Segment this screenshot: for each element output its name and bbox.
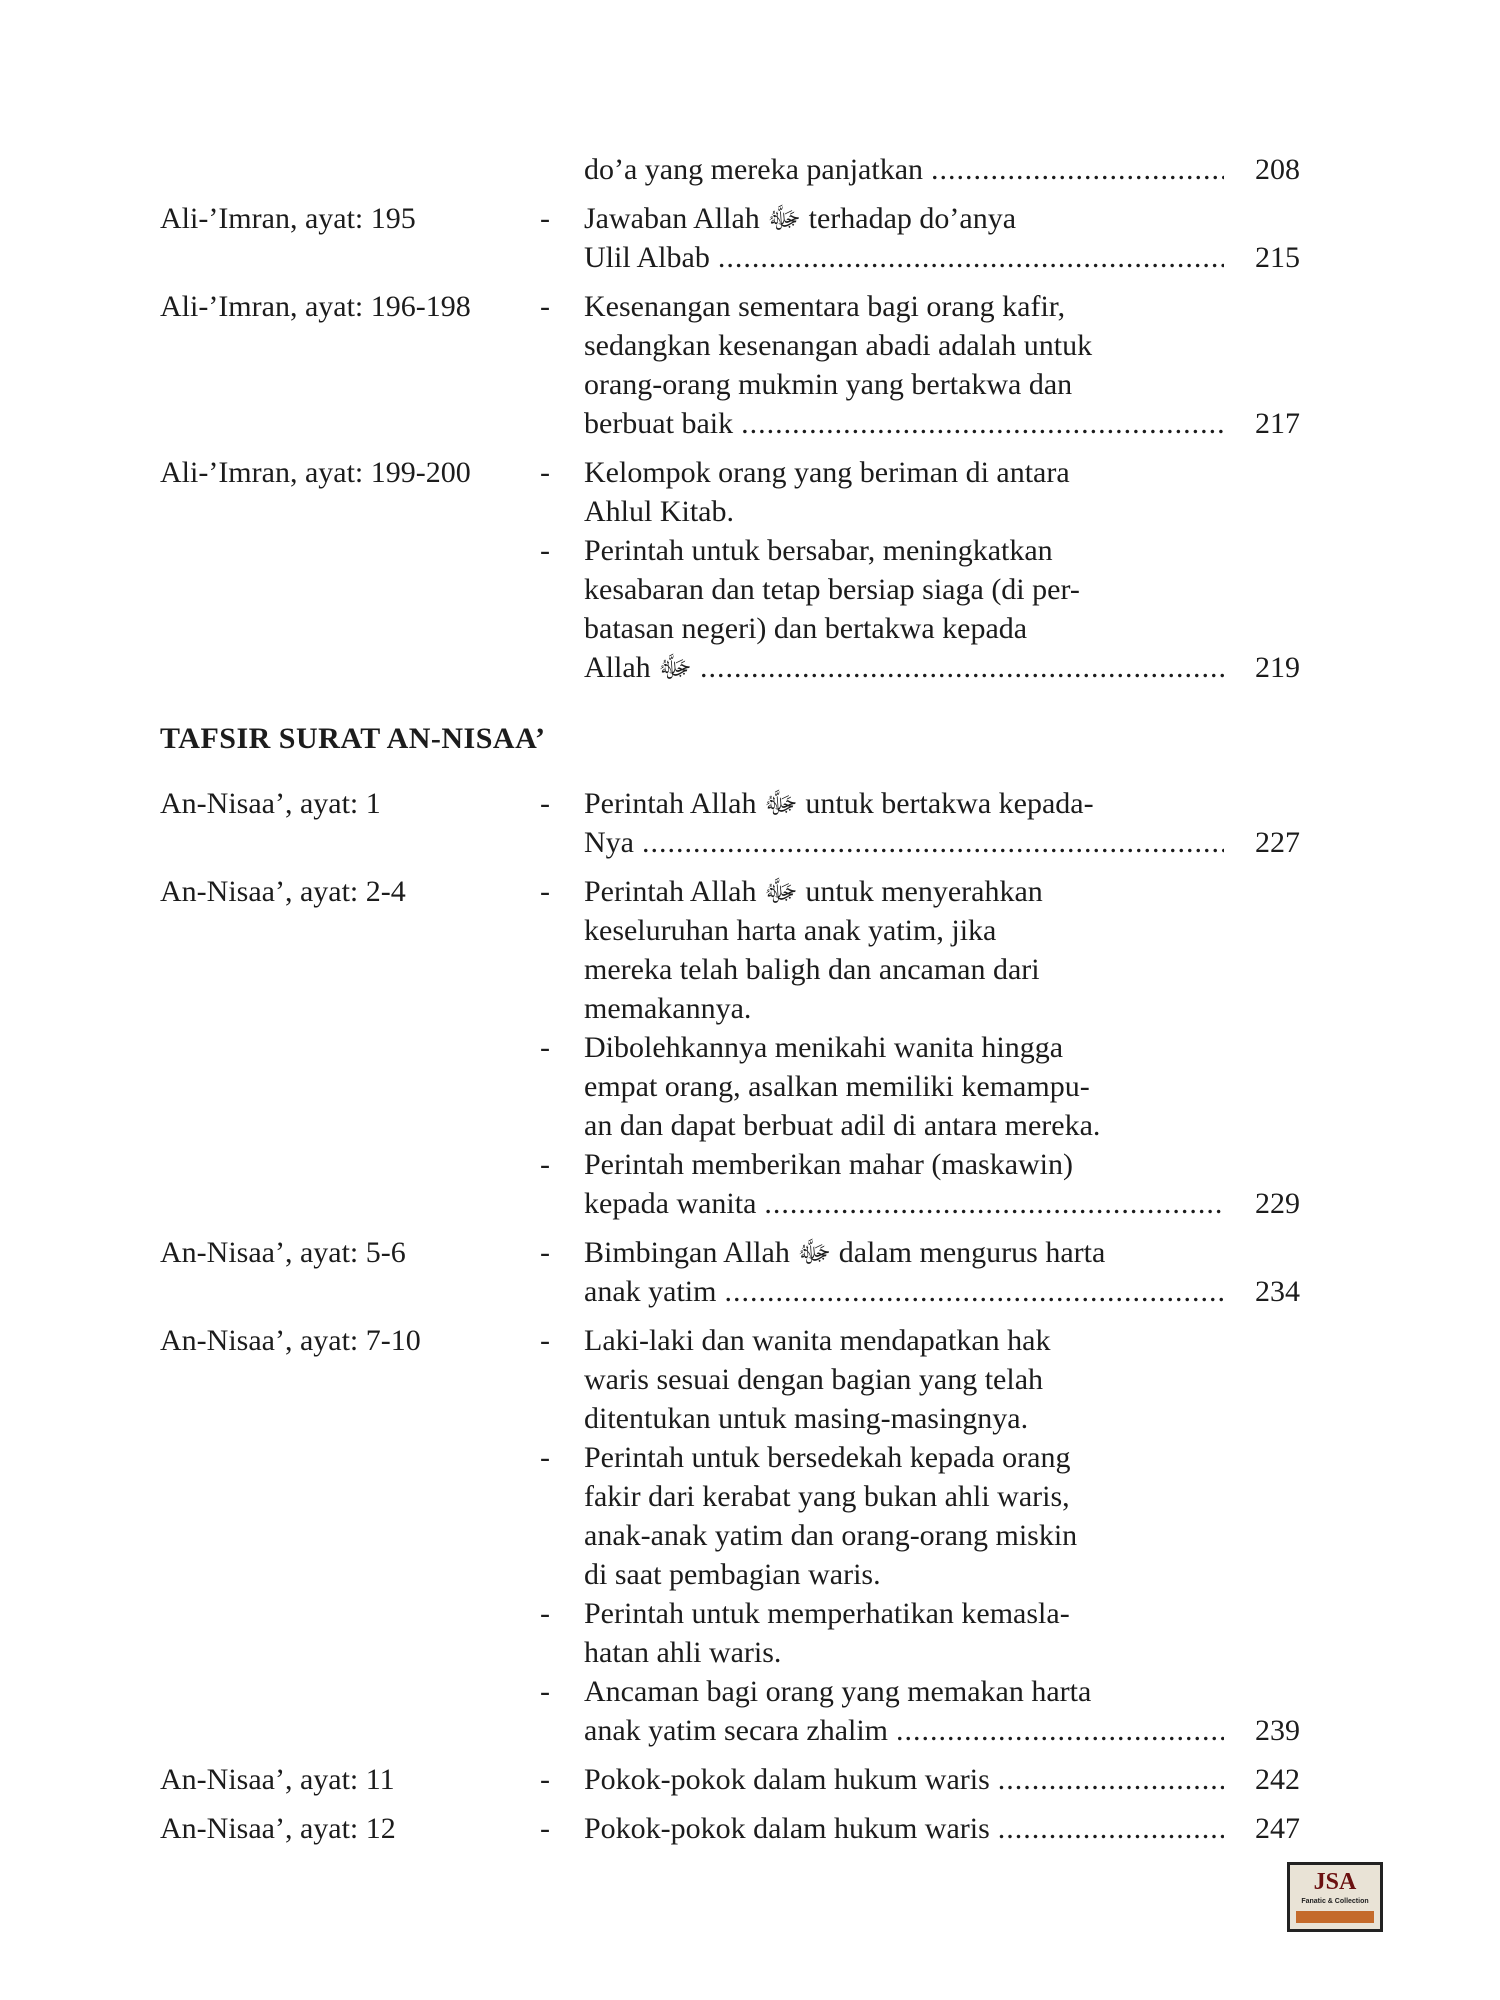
dot-leader — [998, 1760, 1224, 1799]
toc-line-text: kepada wanita — [584, 1187, 757, 1220]
page-number: 215 — [1255, 241, 1300, 274]
logo-text: JSA — [1313, 1869, 1357, 1895]
toc-line-text: keseluruhan harta anak yatim, jika — [584, 914, 997, 947]
toc-line-text: di saat pembagian waris. — [584, 1558, 881, 1591]
dot-leader — [764, 1184, 1224, 1223]
toc-line-with-page — [584, 1272, 1224, 1311]
page-number: 234 — [1255, 1275, 1300, 1308]
dot-leader — [741, 404, 1224, 443]
toc-item-lines — [584, 199, 1284, 277]
toc-item-lines — [584, 1438, 1284, 1594]
toc-item-lines — [584, 1760, 1284, 1799]
bullet-dash: - — [540, 290, 550, 323]
bullet-dash: - — [540, 1236, 550, 1269]
surah-reference: Ali-’Imran, ayat: 195 — [160, 202, 416, 235]
bullet-dash: - — [540, 1324, 550, 1357]
toc-line-text: orang-orang mukmin yang bertakwa dan — [584, 368, 1073, 401]
bullet-dash: - — [540, 456, 550, 489]
toc-line-with-page — [584, 1711, 1224, 1750]
toc-line-with-page — [584, 648, 1224, 687]
toc-item-lines — [584, 287, 1284, 443]
page-number: 247 — [1255, 1812, 1300, 1845]
surah-reference: Ali-’Imran, ayat: 196-198 — [160, 290, 471, 323]
toc-line-text: anak yatim — [584, 1275, 717, 1308]
toc-line-text: Perintah untuk bersedekah kepada orang — [584, 1441, 1071, 1474]
bullet-dash: - — [540, 1812, 550, 1845]
surah-reference: An-Nisaa’, ayat: 11 — [160, 1763, 395, 1796]
toc-line-text: Perintah Allah ﷻ untuk bertakwa kepada- — [584, 787, 1094, 820]
surah-reference: An-Nisaa’, ayat: 2-4 — [160, 875, 406, 908]
dot-leader — [998, 1809, 1224, 1848]
page-number: 219 — [1255, 651, 1300, 684]
toc-line-text: Kelompok orang yang beriman di antara — [584, 456, 1070, 489]
toc-line-text: Allah ﷻ — [584, 651, 693, 684]
toc-line-text: Dibolehkannya menikahi wanita hingga — [584, 1031, 1064, 1064]
page-number: 227 — [1255, 826, 1300, 859]
toc-item-lines — [584, 1321, 1284, 1438]
bullet-dash: - — [540, 787, 550, 820]
toc-line-with-page — [584, 150, 1224, 189]
dot-leader — [642, 823, 1224, 862]
toc-line-text: Perintah untuk bersabar, meningkatkan — [584, 534, 1053, 567]
toc-line-text: empat orang, asalkan memiliki kemampu- — [584, 1070, 1090, 1103]
toc-line-text: Pokok-pokok dalam hukum waris — [584, 1763, 990, 1796]
toc-item-lines — [584, 1233, 1284, 1311]
bullet-dash: - — [540, 202, 550, 235]
dot-leader — [896, 1711, 1224, 1750]
toc-line-text: fakir dari kerabat yang bukan ahli waris, — [584, 1480, 1070, 1513]
toc-line-text: Perintah untuk memperhatikan kemasla- — [584, 1597, 1070, 1630]
toc-line-with-page — [584, 1760, 1224, 1799]
toc-line-with-page — [584, 404, 1224, 443]
toc-line-with-page — [584, 1809, 1224, 1848]
dot-leader — [718, 238, 1224, 277]
toc-item-lines — [584, 1809, 1284, 1848]
toc-line-text: hatan ahli waris. — [584, 1636, 782, 1669]
toc-line-text: mereka telah baligh dan ancaman dari — [584, 953, 1040, 986]
toc-line-text: anak yatim secara zhalim — [584, 1714, 889, 1747]
surah-reference: An-Nisaa’, ayat: 5-6 — [160, 1236, 406, 1269]
toc-line-with-page — [584, 238, 1224, 277]
toc-line-with-page — [584, 1184, 1224, 1223]
toc-item-lines — [584, 872, 1284, 1028]
page-number: 208 — [1255, 153, 1300, 186]
publisher-logo — [1287, 1862, 1383, 1932]
surah-reference: An-Nisaa’, ayat: 1 — [160, 787, 381, 820]
toc-line-text: Perintah memberikan mahar (maskawin) — [584, 1148, 1073, 1181]
toc-item-lines — [584, 453, 1284, 531]
page-number: 229 — [1255, 1187, 1300, 1220]
toc-item-lines — [584, 150, 1284, 189]
toc-item-lines — [584, 784, 1284, 862]
surah-reference: Ali-’Imran, ayat: 199-200 — [160, 456, 471, 489]
toc-line-text: do’a yang mereka panjatkan — [584, 153, 924, 186]
toc-line-text: Ahlul Kitab. — [584, 495, 734, 528]
toc-item-lines — [584, 531, 1284, 687]
toc-line-text: Laki-laki dan wanita mendapatkan hak — [584, 1324, 1051, 1357]
surah-reference: An-Nisaa’, ayat: 7-10 — [160, 1324, 421, 1357]
bullet-dash: - — [540, 1031, 550, 1064]
dot-leader — [700, 648, 1224, 687]
bullet-dash: - — [540, 1441, 550, 1474]
toc-item-lines — [584, 1672, 1284, 1750]
toc-line-text: ditentukan untuk masing-masingnya. — [584, 1402, 1029, 1435]
toc-line-text: Perintah Allah ﷻ untuk menyerahkan — [584, 875, 1043, 908]
logo-subtext: Fanatic & Collection — [1301, 1898, 1369, 1905]
toc-line-text: Pokok-pokok dalam hukum waris — [584, 1812, 990, 1845]
toc-item-lines — [584, 1028, 1284, 1145]
page-number: 242 — [1255, 1763, 1300, 1796]
page-number: 239 — [1255, 1714, 1300, 1747]
page-number: 217 — [1255, 407, 1300, 440]
bullet-dash: - — [540, 1597, 550, 1630]
toc-line-text: memakannya. — [584, 992, 752, 1025]
toc-line-with-page — [584, 823, 1224, 862]
toc-line-text: batasan negeri) dan bertakwa kepada — [584, 612, 1028, 645]
toc-line-text: berbuat baik — [584, 407, 734, 440]
toc-line-text: Nya — [584, 826, 634, 859]
dot-leader — [724, 1272, 1224, 1311]
toc-line-text: waris sesuai dengan bagian yang telah — [584, 1363, 1044, 1396]
section-title: TAFSIR SURAT AN-NISAA’ — [160, 722, 546, 755]
toc-line-text: Ulil Albab — [584, 241, 710, 274]
toc-item-lines — [584, 1145, 1284, 1223]
toc-line-text: an dan dapat berbuat adil di antara mereka. — [584, 1109, 1101, 1142]
dot-leader — [931, 150, 1224, 189]
bullet-dash: - — [540, 875, 550, 908]
logo-bar — [1296, 1911, 1374, 1923]
bullet-dash: - — [540, 1675, 550, 1708]
toc-line-text: Kesenangan sementara bagi orang kafir, — [584, 290, 1066, 323]
bullet-dash: - — [540, 1148, 550, 1181]
toc-line-text: sedangkan kesenangan abadi adalah untuk — [584, 329, 1093, 362]
bullet-dash: - — [540, 1763, 550, 1796]
toc-line-text: anak-anak yatim dan orang-orang miskin — [584, 1519, 1078, 1552]
toc-line-text: Jawaban Allah ﷻ terhadap do’anya — [584, 202, 1017, 235]
surah-reference: An-Nisaa’, ayat: 12 — [160, 1812, 396, 1845]
toc-item-lines — [584, 1594, 1284, 1672]
bullet-dash: - — [540, 534, 550, 567]
toc-line-text: Bimbingan Allah ﷻ dalam mengurus harta — [584, 1236, 1106, 1269]
toc-line-text: kesabaran dan tetap bersiap siaga (di per- — [584, 573, 1080, 606]
toc-line-text: Ancaman bagi orang yang memakan harta — [584, 1675, 1092, 1708]
